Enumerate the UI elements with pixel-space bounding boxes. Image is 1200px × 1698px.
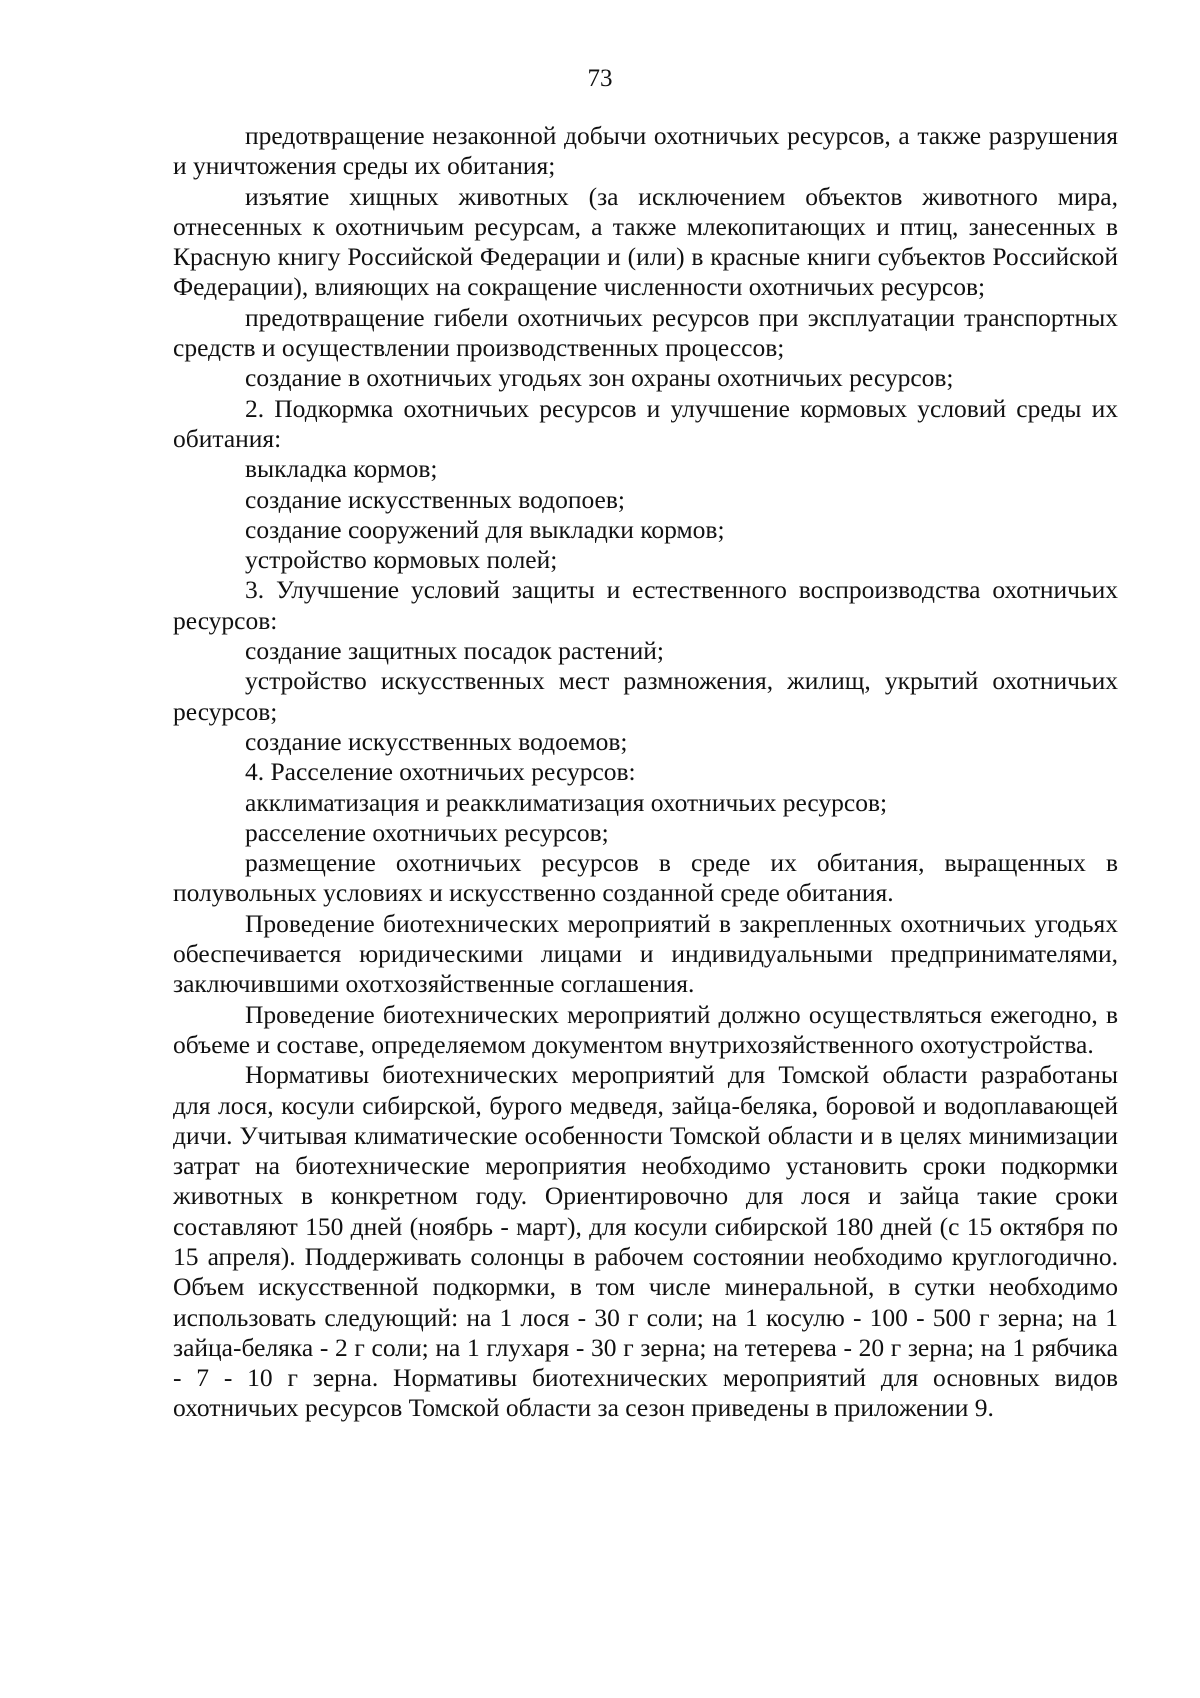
paragraph: создание искусственных водопоев; [245,484,625,514]
paragraph: создание защитных посадок растений; [245,636,665,666]
document-body [173,121,1118,1424]
paragraph: Проведение биотехнических мероприятий должно осуществляться ежегодно, в объеме и составе, определяемом документом внутрихозяйственного охотустройства. [173,999,1118,1059]
paragraph: создание в охотничьих угодьях зон охраны охотничьих ресурсов; [245,363,954,393]
paragraph: расселение охотничьих ресурсов; [245,817,609,847]
paragraph: изъятие хищных животных (за исключением объектов животного мира, отнесенных к охотничьим ресурсам, а также млекопитающих и птиц, занесенных в Красную книгу Российской Федерации и (или) в красные книги субъектов Российской Федерации), влияющих на сокращение численности охотничьих ресурсов; [173,181,1118,302]
paragraph: устройство искусственных мест размножения, жилищ, укрытий охотничьих ресурсов; [173,666,1118,726]
paragraph: Нормативы биотехнических мероприятий для Томской области разработаны для лося, косули сибирской, бурого медведя, зайца-беляка, боровой и водоплавающей дичи. Учитывая климатические особенности Томской области и в целях минимизации затрат на биотехнические мероприятия необходимо установить сроки подкормки животных в конкретном году. Ориентировочно для лося и зайца такие сроки составляют 150 дней (ноябрь - март), для косули сибирской 180 дней (с 15 октября по 15 апреля). Поддерживать солонцы в рабочем состоянии необходимо круглогодично. Объем искусственной подкормки, в том числе минеральной, в сутки необходимо использовать следующий: на 1 лося - 30 г соли; на 1 косулю - 100 - 500 г зерна; на 1 зайца-беляка - 2 г соли; на 1 глухаря - 30 г зерна; на тетерева - 20 г зерна; на 1 рябчика - 7 - 10 г зерна. Нормативы биотехнических мероприятий для основных видов охотничьих ресурсов Томской области за сезон приведены в приложении 9. [173,1060,1118,1423]
paragraph: 2. Подкормка охотничьих ресурсов и улучшение кормовых условий среды их обитания: [173,393,1118,453]
paragraph: устройство кормовых полей; [245,545,558,575]
paragraph: создание сооружений для выкладки кормов; [245,514,725,544]
paragraph: выкладка кормов; [245,454,438,484]
paragraph: создание искусственных водоемов; [245,726,628,756]
paragraph: предотвращение гибели охотничьих ресурсов при эксплуатации транспортных средств и осуществлении производственных процессов; [173,302,1118,363]
paragraph: 3. Улучшение условий защиты и естественного воспроизводства охотничьих ресурсов: [173,575,1118,635]
paragraph: предотвращение незаконной добычи охотничьих ресурсов, а также разрушения и уничтожения среды их обитания; [173,121,1118,181]
paragraph: акклиматизация и реакклиматизация охотничьих ресурсов; [245,787,888,817]
page-number: 73 [587,65,613,92]
paragraph: размещение охотничьих ресурсов в среде их обитания, выращенных в полувольных условиях и искусственно созданной среде обитания. [173,848,1118,908]
paragraph: Проведение биотехнических мероприятий в закрепленных охотничьих угодьях обеспечивается юридическими лицами и индивидуальными предпринимателями, заключившими охотхозяйственные соглашения. [173,908,1118,999]
paragraph: 4. Расселение охотничьих ресурсов: [245,757,636,787]
